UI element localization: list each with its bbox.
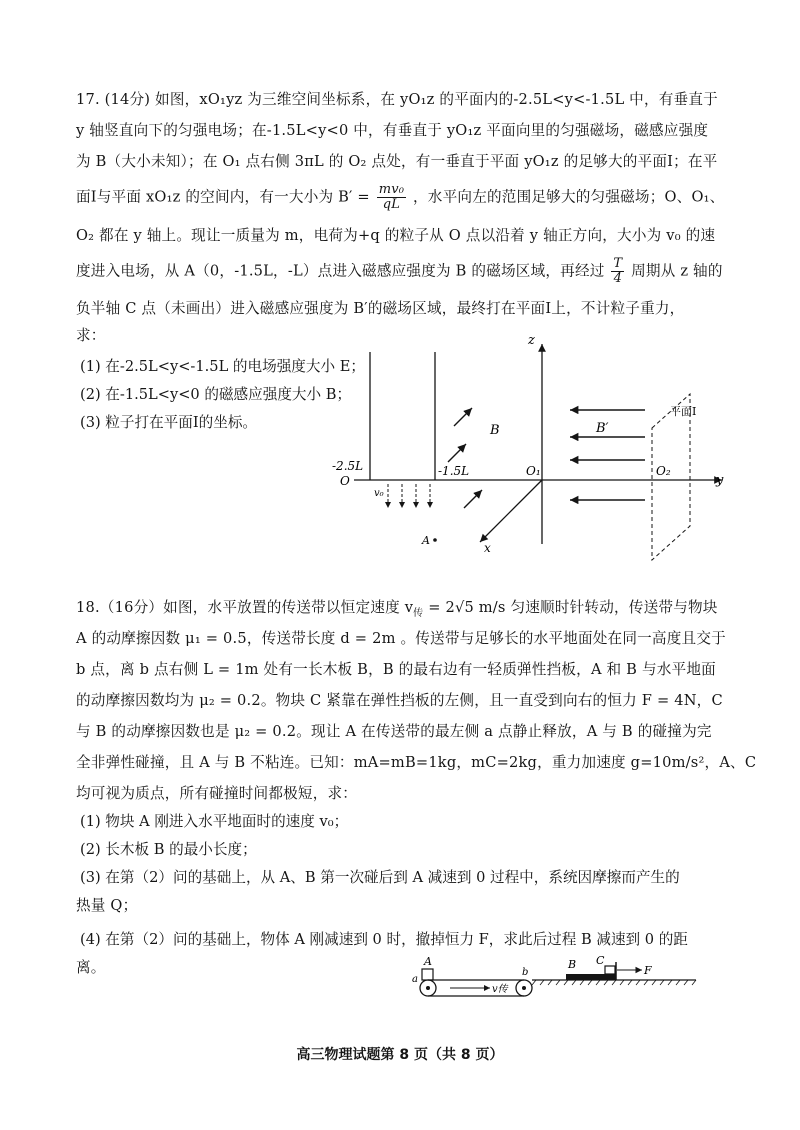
right-pulley-axle [522, 986, 526, 990]
plane-i-label: 平面Ⅰ [670, 405, 697, 418]
figure-17-coordinate-diagram [330, 330, 730, 562]
block-a [422, 969, 433, 980]
neg-1.5l-label: -1.5L [438, 464, 470, 478]
neg-2.5l-label: -2.5L [332, 459, 364, 473]
q17-line-6 [76, 257, 723, 286]
block-c-label: C [596, 954, 605, 967]
q18-subquestion-1: (1) 物块 A 刚进入水平地面时的速度 v₀； [80, 813, 349, 830]
q17-line-5: O₂ 都在 y 轴上。现让一质量为 m，电荷为+q 的粒子从 O 点以沿着 y 轴正方向，大小为 v₀ 的速 [76, 227, 716, 244]
q18-subquestion-4-line-2: 离。 [76, 959, 106, 976]
z-axis-label: z [528, 333, 535, 348]
o1-label: O₁ [526, 464, 541, 478]
figure-18-conveyor-diagram [410, 952, 700, 1012]
q17-subquestion-3: (3) 粒子打在平面Ⅰ的坐标。 [80, 414, 258, 431]
block-c [605, 966, 615, 974]
magnetic-field-b-arrow [464, 490, 482, 508]
q17-line-1: 17. (14分) 如图，xO₁yz 为三维空间坐标系，在 yO₁z 的平面内的-2.5L<y<-1.5L 中，有垂直于 [76, 91, 718, 108]
q17-line-4 [76, 183, 724, 212]
q17-line-3: 为 B（大小未知）；在 O₁ 点右侧 3πL 的 O₂ 点处，有一垂直于平面 yO₁z 的足够大的平面Ⅰ；在平 [76, 153, 718, 170]
left-pulley-axle [426, 986, 430, 990]
x-axis [480, 480, 542, 542]
q18-line-2: A 的动摩擦因数 μ₁ = 0.5，传送带长度 d = 2m 。传送带与足够长的水平地面处在同一高度且交于 [76, 630, 726, 647]
magnetic-field-b-arrow [454, 408, 472, 426]
period-fraction [611, 257, 624, 286]
fraction-numerator: T [613, 256, 623, 271]
page-footer: 高三物理试题第 8 页（共 8 页） [296, 1047, 504, 1063]
q17-line-6-end: 周期从 z 轴的 [631, 262, 723, 280]
point-a-label: A [422, 534, 430, 547]
x-axis-label: x [484, 541, 491, 555]
q18-subquestion-2: (2) 长木板 B 的最小长度； [80, 841, 257, 858]
belt-velocity-label: v传 [492, 984, 508, 995]
block-a-label: A [424, 955, 432, 968]
point-a-label: a [412, 974, 418, 985]
q17-subquestion-1: (1) 在-2.5L<y<-1.5L 的电场强度大小 E； [80, 358, 365, 375]
fraction-denominator: qL [382, 197, 401, 212]
magnetic-field-b-arrow [448, 444, 466, 462]
q17-line-4-end: ，水平向左的范围足够大的匀强磁场；O、O₁、 [413, 188, 725, 206]
fraction-numerator: mv₀ [378, 182, 405, 197]
q17-line-4-start: 面Ⅰ与平面 xO₁z 的空间内，有一大小为 B′ = [76, 188, 370, 206]
origin-o-label: O [340, 474, 350, 488]
q18-line-5: 与 B 的动摩擦因数也是 μ₂ = 0.2。现让 A 在传送带的最左侧 a 点静止释放，A 与 B 的碰撞为完 [76, 723, 712, 740]
b-prime-field-label: B′ [596, 421, 609, 436]
q18-line-7: 均可视为质点，所有碰撞时间都极短，求： [76, 785, 358, 802]
b-prime-fraction [377, 183, 406, 212]
v0-label: v₀ [374, 488, 384, 499]
y-axis-label: y [716, 473, 724, 488]
q18-line-3: b 点，离 b 点右侧 L = 1m 处有一长木板 B，B 的最右边有一轻质弹性挡板，A 和 B 与水平地面 [76, 661, 716, 678]
q18-subquestion-4-line-1: (4) 在第（2）问的基础上，物体 A 刚减速到 0 时，撤掉恒力 F，求此后过程 B 减速到 0 的距 [80, 931, 688, 948]
point-a-dot [433, 538, 437, 542]
q17-line-7: 负半轴 C 点（未画出）进入磁感应强度为 B′的磁场区域，最终打在平面Ⅰ上，不计粒子重力， [76, 300, 685, 317]
point-b-label: b [522, 967, 529, 978]
q18-subquestion-3-line-1: (3) 在第（2）问的基础上，从 A、B 第一次碰后到 A 减速到 0 过程中，系统因摩擦而产生的 [80, 869, 680, 886]
q18-line-1-end: = 2√5 m/s 匀速顺时针转动，传送带与物块 [423, 599, 718, 616]
q18-line-1 [76, 598, 718, 624]
b-field-label: B [490, 423, 500, 438]
fraction-denominator: 4 [613, 271, 623, 286]
belt-speed-subscript: 传 [413, 607, 424, 619]
q18-line-1-start: 18.（16分）如图，水平放置的传送带以恒定速度 v [76, 599, 414, 616]
q17-line-8: 求： [76, 327, 106, 344]
q18-subquestion-3-line-2: 热量 Q； [76, 897, 138, 914]
q17-subquestion-2: (2) 在-1.5L<y<0 的磁感应强度大小 B； [80, 386, 352, 403]
q18-line-4: 的动摩擦因数均为 μ₂ = 0.2。物块 C 紧靠在弹性挡板的左侧，且一直受到向右的恒力 F = 4N，C [76, 692, 723, 709]
q17-line-6-start: 度进入电场，从 A（0，-1.5L，-L）点进入磁感应强度为 B 的磁场区域，再经过 [76, 262, 605, 280]
board-b-label: B [568, 958, 577, 971]
ground-hatching [532, 980, 696, 985]
q17-line-2: y 轴竖直向下的匀强电场；在-1.5L<y<0 中，有垂直于 yO₁z 平面向里的匀强磁场，磁感应强度 [76, 122, 709, 139]
o2-label: O₂ [656, 464, 671, 478]
force-f-label: F [644, 964, 652, 977]
q18-line-6: 全非弹性碰撞，且 A 与 B 不粘连。已知：mA=mB=1kg，mC=2kg，重力加速度 g=10m/s²，A、C [76, 754, 757, 771]
board-b [566, 974, 616, 980]
